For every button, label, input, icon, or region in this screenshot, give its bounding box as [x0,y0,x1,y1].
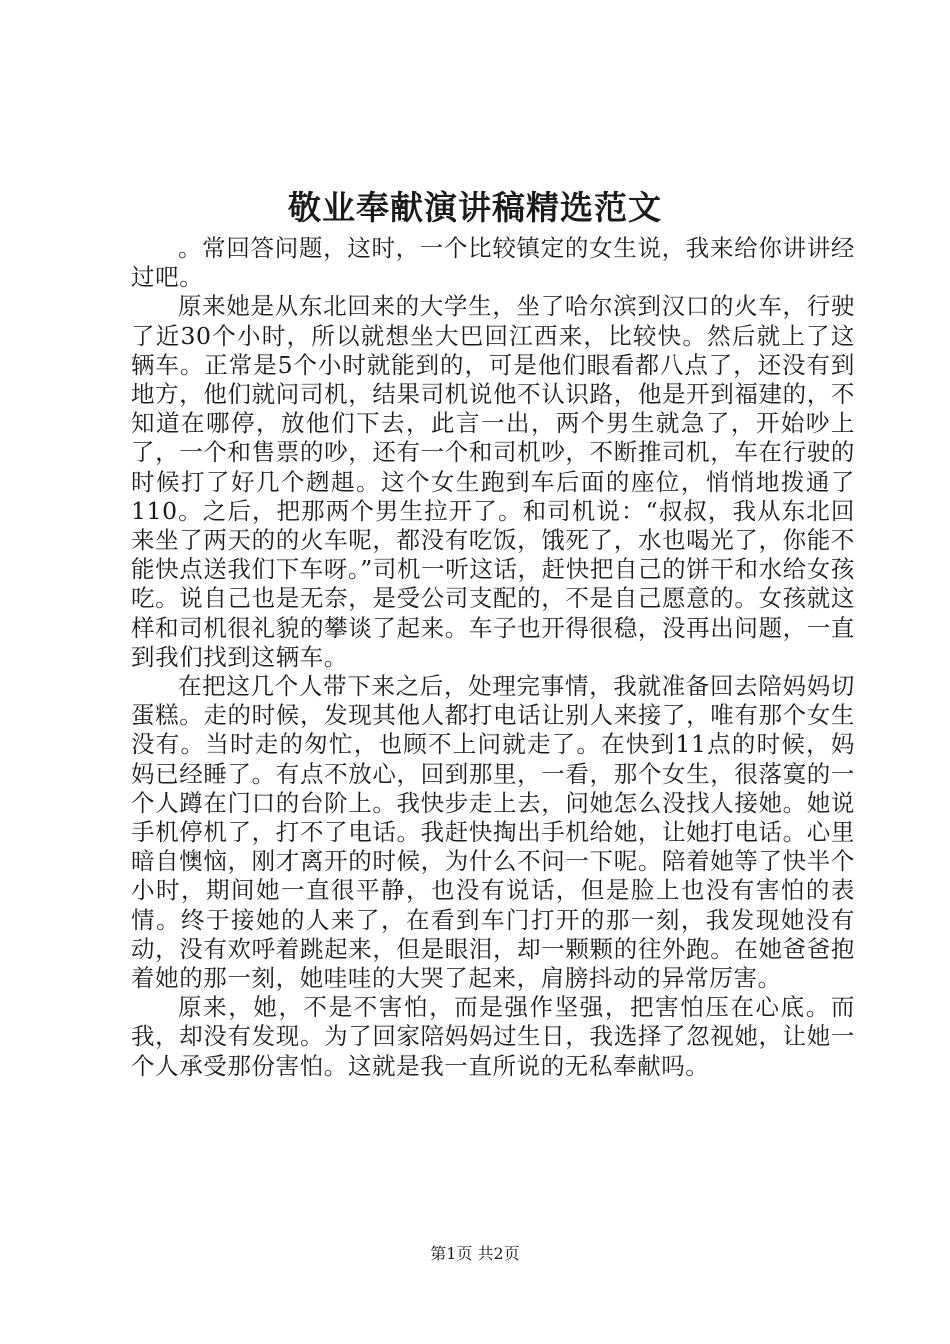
document-body [131,234,855,1081]
page-footer: 第1页 共2页 [430,1244,520,1263]
document-title: 敬业奉献演讲稿精选范文 [288,188,662,227]
paragraph-2: 原来她是从东北回来的大学生，坐了哈尔滨到汉口的火车，行驶了近30个小时，所以就想坐大巴回江西来，比较快。然后就上了这辆车。正常是5个小时就能到的，可是他们眼看都八点了，还没有到地方，他们就问司机，结果司机说他不认识路，他是开到福建的，不知道在哪停，放他们下去，此言一出，两个男生就急了，开始吵上了，一个和售票的吵，还有一个和司机吵，不断推司机，车在行驶的时候打了好几个趔趄。这个女生跑到车后面的座位，悄悄地拨通了110。之后，把那两个男生拉开了。和司机说：“叔叔，我从东北回来坐了两天的的火车呢，都没有吃饭，饿死了，水也喝光了，你能不能快点送我们下车呀。”司机一听这话，赶快把自己的饼干和水给女孩吃。说自己也是无奈，是受公司支配的，不是自己愿意的。女孩就这样和司机很礼貌的攀谈了起来。车子也开得很稳，没再出问题，一直到我们找到这辆车。 [131,292,855,671]
paragraph-3: 在把这几个人带下来之后，处理完事情，我就准备回去陪妈妈切蛋糕。走的时候，发现其他人都打电话让别人来接了，唯有那个女生没有。当时走的匆忙，也顾不上问就走了。在快到11点的时候，妈妈已经睡了。有点不放心，回到那里，一看，那个女生，很落寞的一个人蹲在门口的台阶上。我快步走上去，问她怎么没找人接她。她说手机停机了，打不了电话。我赶快掏出手机给她，让她打电话。心里暗自懊恼，刚才离开的时候，为什么不问一下呢。陪着她等了快半个小时，期间她一直很平静，也没有说话，但是脸上也没有害怕的表情。终于接她的人来了，在看到车门打开的那一刻，我发现她没有动，没有欢呼着跳起来，但是眼泪，却一颗颗的往外跑。在她爸爸抱着她的那一刻，她哇哇的大哭了起来，肩膀抖动的异常厉害。 [131,672,855,993]
paragraph-1: 。常回答问题，这时，一个比较镇定的女生说，我来给你讲讲经过吧。 [131,234,855,292]
paragraph-4: 原来，她，不是不害怕，而是强作坚强，把害怕压在心底。而我，却没有发现。为了回家陪妈妈过生日，我选择了忽视她，让她一个人承受那份害怕。这就是我一直所说的无私奉献吗。 [131,993,855,1080]
